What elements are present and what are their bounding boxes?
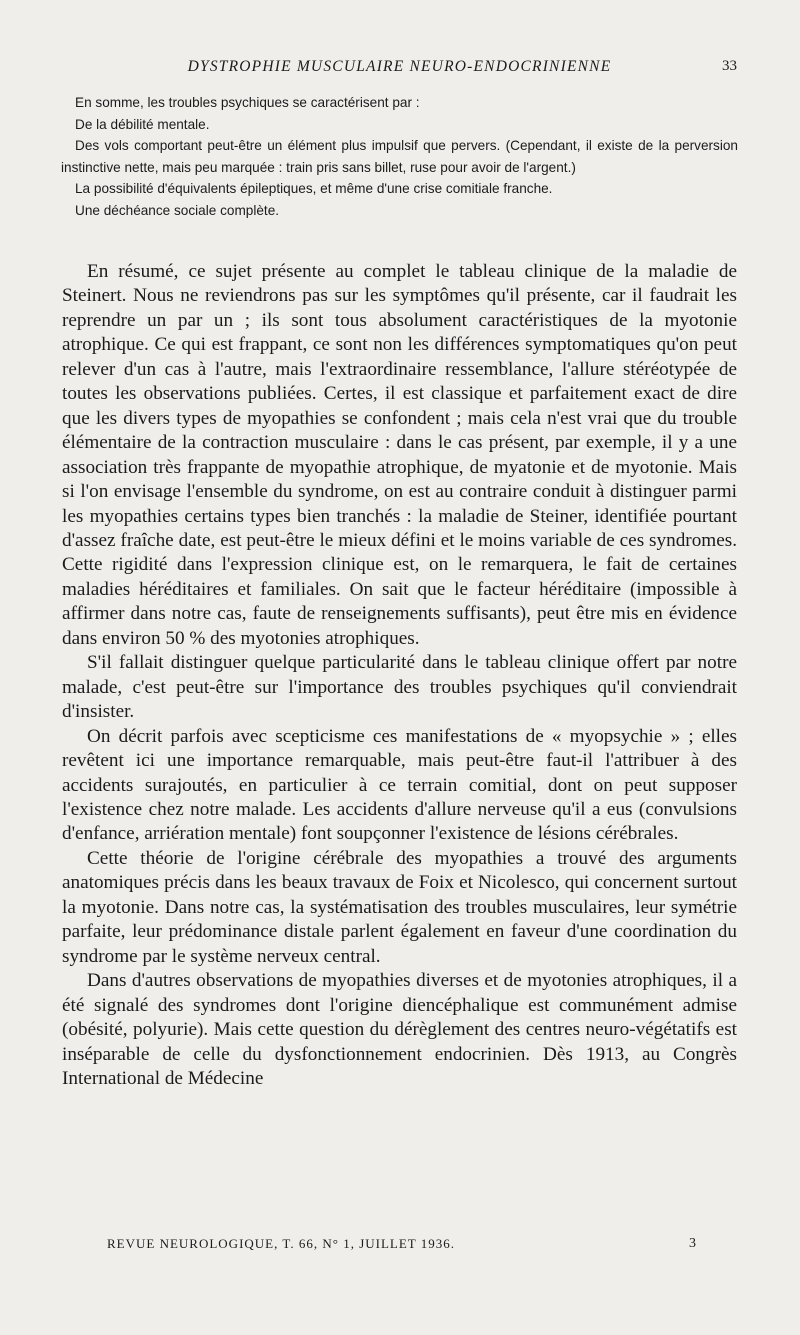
paragraph: Dans d'autres observations de myopathies diverses et de myotonies atrophiques, il a été signalé des syndromes dont l'origine diencéphalique est communément admise (obésité, polyurie). Mais cette question du dérèglement des centres neuro-végétatifs est inséparable de celle du dysfonctionnement endocrinien. Dès 1913, au Congrès International de Médecine: [62, 970, 737, 1089]
paragraph: En résumé, ce sujet présente au complet le tableau clinique de la maladie de Steinert. Nous ne reviendrons pas sur les symptômes qu'il présente, car il faudrait les reprendre un par un ; ils sont tous absolument caractéristiques de la myotonie atrophique. Ce qui est frappant, ce sont non les différences symptomatiques qu'on peut relever d'un cas à l'autre, mais l'extraordinaire ressemblance, l'allure stéréotypée de toutes les observations publiées. Certes, il est classique et parfaitement exact de dire que les divers types de myopathies se confondent ; mais cela n'est vrai que du trouble élémentaire de la contraction musculaire : dans le cas présent, par exemple, il y a une association très frappante de myopathie atrophique, de myatonie et de myotonie. Mais si l'on envisage l'ensemble du syndrome, on est au contraire conduit à distinguer parmi les myopathies certains types bien tranchés : la maladie de Steiner, identifiée pourtant d'assez fraîche date, est peut-être le mieux défini et le moins variable de ces syndromes. Cette rigidité dans l'expression clinique est, on le remarquera, le fait de certaines maladies héréditaires et familiales. On sait que le facteur héréditaire (impossible à affirmer dans notre cas, faute de renseignements suffisants), peut être mis en évidence dans environ 50 % des myotonies atrophiques.: [62, 261, 737, 649]
paragraph: S'il fallait distinguer quelque particularité dans le tableau clinique offert par notre malade, c'est peut-être sur l'importance des troubles psychiques qu'il conviendrait d'insister.: [62, 652, 737, 723]
signature-number: 3: [689, 1236, 697, 1251]
summary-item: En somme, les troubles psychiques se caractérisent par :: [75, 95, 420, 110]
paragraph: Cette théorie de l'origine cérébrale des myopathies a trouvé des arguments anatomiques précis dans les beaux travaux de Foix et Nicolesco, qui concernent surtout la myotonie. Dans notre cas, la systématisation des troubles musculaires, leur symétrie parfaite, leur prédominance distale parlent également en faveur d'une coordination du syndrome par le système nerveux central.: [62, 847, 737, 967]
page-number: 33: [722, 58, 737, 74]
body-text: [62, 260, 737, 1091]
summary-item: Une déchéance sociale complète.: [75, 202, 280, 218]
running-header: [62, 58, 737, 82]
summary-item: De la débilité mentale.: [75, 116, 210, 132]
summary-item: Des vols comportant peut-être un élément plus impulsif que pervers. (Cependant, il existe de la perversion instinctive nette, mais peu marquée : train pris sans billet, ruse pour avoir de l'argent.): [61, 138, 738, 175]
summary-item: La possibilité d'équivalents épileptiques, et même d'une crise comitiale franche.: [75, 181, 553, 196]
page-footer: [107, 1236, 697, 1256]
summary-list: [61, 92, 738, 221]
journal-citation: REVUE NEUROLOGIQUE, T. 66, N° 1, JUILLET 1936.: [107, 1236, 456, 1251]
running-title: DYSTROPHIE MUSCULAIRE NEURO-ENDOCRINIENNE: [187, 58, 612, 75]
paragraph: On décrit parfois avec scepticisme ces manifestations de « myopsychie » ; elles revêtent ici une importance remarquable, mais peut-être faut-il l'attribuer à des accidents surajoutés, en particulier à ce terrain comitial, dont on peut supposer l'existence chez notre malade. Les accidents d'allure nerveuse qu'il a eus (convulsions d'enfance, arriération mentale) font soupçonner l'existence de lésions cérébrales.: [62, 725, 737, 845]
